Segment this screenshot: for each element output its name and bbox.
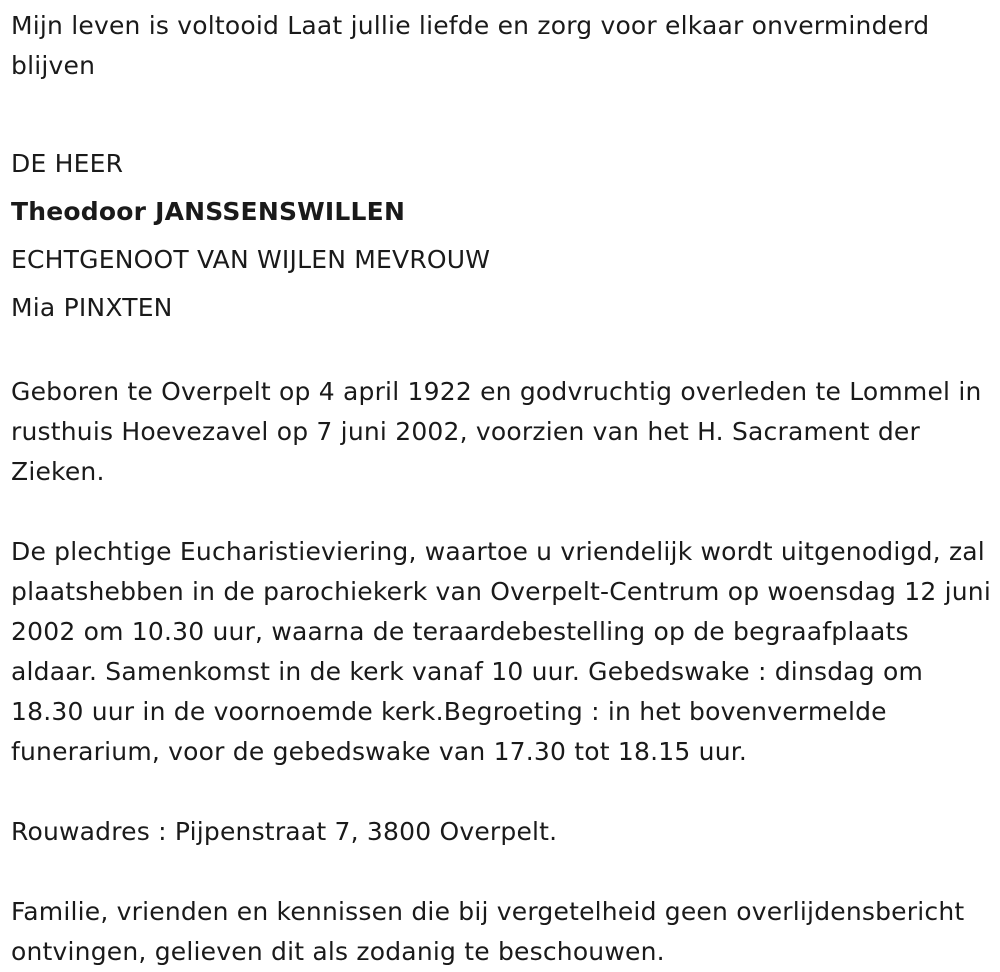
obituary-notice xyxy=(11,6,991,972)
spacer xyxy=(11,852,991,892)
deceased-header xyxy=(11,140,991,332)
birth-death-text: Geboren te Overpelt op 4 april 1922 en godvruchtig overleden te Lommel in rusthuis Hoevezavel op 7 juni 2002, voorzien van het H. Sacrament der Zieken. xyxy=(11,377,982,486)
spacer xyxy=(11,772,991,812)
spacer xyxy=(11,332,991,372)
spouse-label: ECHTGENOOT VAN WIJLEN MEVROUW xyxy=(11,245,491,274)
spacer xyxy=(11,86,991,126)
spacer xyxy=(11,492,991,532)
deceased-name xyxy=(11,188,991,236)
motto-text: Mijn leven is voltooid Laat jullie liefde en zorg voor elkaar onverminderd blijven xyxy=(11,11,930,80)
deceased-first-name: Theodoor xyxy=(11,197,147,226)
ceremony-text: De plechtige Eucharistieviering, waartoe u vriendelijk wordt uitgenodigd, zal plaatshebben in de parochiekerk van Overpelt-Centrum op woensdag 12 juni 2002 om 10.30 uur, waarna de teraardebestelling op de begraafplaats aldaar. Samenkomst in de kerk vanaf 10 uur. Gebedswake : dinsdag om 18.30 uur in de voornoemde kerk.Begroeting : in het bovenvermelde funerarium, voor de gebedswake van 17.30 tot 18.15 uur. xyxy=(11,537,991,766)
title-prefix: DE HEER xyxy=(11,149,124,178)
spouse-name: Mia PINXTEN xyxy=(11,293,173,322)
deceased-last-name: JANSSENSWILLEN xyxy=(155,197,406,226)
closing-text: Familie, vrienden en kennissen die bij vergetelheid geen overlijdensbericht ontvingen, gelieven dit als zodanig te beschouwen. xyxy=(11,897,965,966)
address-text: Rouwadres : Pijpenstraat 7, 3800 Overpelt. xyxy=(11,817,558,846)
